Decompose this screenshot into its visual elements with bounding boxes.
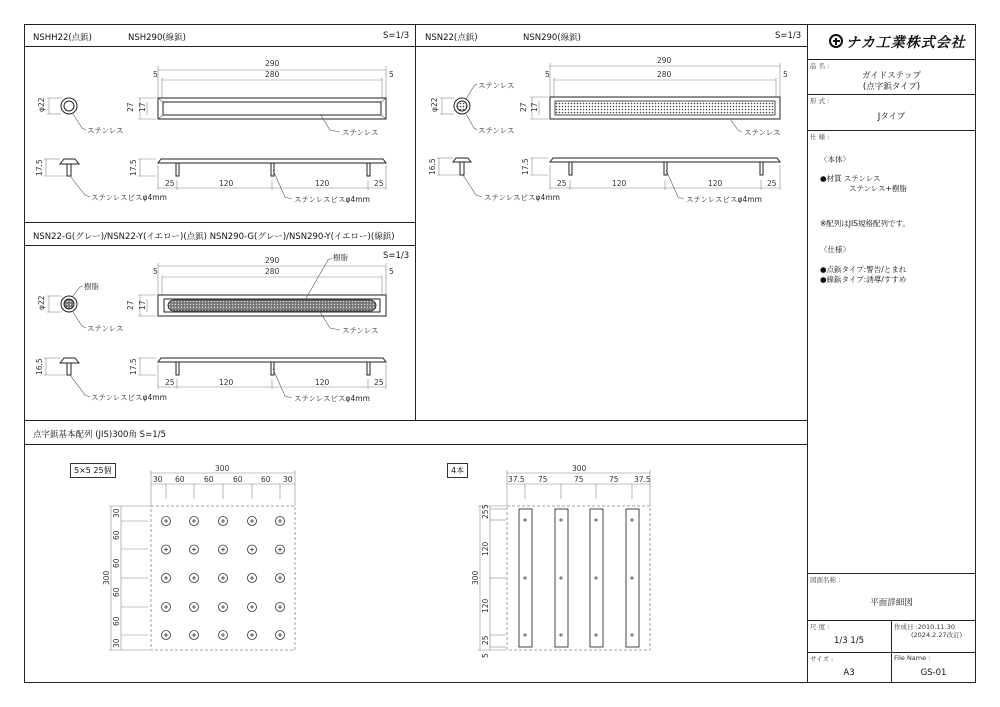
svg-text:ステンレス: ステンレス (342, 326, 379, 335)
svg-text:60: 60 (112, 558, 121, 568)
svg-text:17.5: 17.5 (35, 159, 44, 176)
svg-text:5: 5 (783, 70, 788, 79)
svg-text:27: 27 (519, 102, 528, 112)
svg-text:75: 75 (538, 475, 548, 484)
svg-text:17.5: 17.5 (129, 159, 138, 176)
svg-text:290: 290 (657, 56, 672, 65)
svg-text:5: 5 (481, 653, 490, 658)
tb-line-2 (807, 94, 976, 95)
spec-label: 仕 様 : (810, 133, 830, 141)
file-name-value: GS-01 (920, 668, 947, 678)
svg-text:5: 5 (481, 504, 490, 509)
drawing-name-label: 図面名称 : (810, 576, 841, 584)
svg-text:ステンレスビスφ4mm: ステンレスビスφ4mm (294, 195, 370, 204)
svg-text:17: 17 (138, 300, 147, 310)
dot-grid (162, 517, 285, 640)
s4-title: 点字鋲基本配列 (JIS)300角 S=1/5 (33, 430, 166, 440)
svg-text:60: 60 (112, 587, 121, 597)
svg-text:75: 75 (609, 475, 619, 484)
svg-text:280: 280 (265, 267, 280, 276)
svg-text:280: 280 (657, 70, 672, 79)
product-name-line1: ガイドステップ (862, 71, 921, 81)
svg-text:25: 25 (374, 179, 384, 188)
svg-text:樹脂: 樹脂 (84, 282, 99, 291)
svg-text:ステンレス: ステンレス (478, 126, 515, 135)
svg-text:30: 30 (112, 508, 121, 518)
svg-text:60: 60 (261, 475, 271, 484)
s2-title-left: NSN22(点鋲) (425, 33, 478, 43)
svg-text:27: 27 (126, 300, 135, 310)
svg-text:ステンレスビスφ4mm: ステンレスビスφ4mm (91, 193, 167, 202)
s2-title-right: NSN290(線鋲) (523, 33, 581, 43)
svg-text:30: 30 (153, 475, 163, 484)
svg-text:16.5: 16.5 (428, 158, 437, 175)
svg-text:ステンレス: ステンレス (478, 81, 515, 90)
s3-title: NSN22-G(グレー)/NSN22-Y(イエロー)(点鋲) NSN290-G(グレー)/NSN290-Y(イエロー)(線鋲) (33, 232, 395, 242)
svg-text:25: 25 (374, 378, 384, 387)
svg-text:ステンレス: ステンレス (87, 324, 124, 333)
svg-text:60: 60 (233, 475, 243, 484)
spec-spec-heading: 〈仕様〉 (820, 245, 850, 254)
svg-text:ステンレス: ステンレス (744, 128, 781, 137)
svg-text:5: 5 (153, 267, 158, 276)
size-value: A3 (843, 668, 855, 678)
svg-text:φ22: φ22 (37, 97, 46, 112)
spec-jis-note: ※配列はJIS規格配列です。 (820, 219, 910, 228)
svg-text:300: 300 (471, 570, 480, 585)
svg-text:120: 120 (481, 541, 490, 556)
svg-text:5: 5 (153, 70, 158, 79)
svg-text:樹脂: 樹脂 (333, 253, 348, 262)
svg-text:300: 300 (572, 464, 587, 473)
s1-title-right: NSH290(線鋲) (128, 33, 187, 43)
svg-text:75: 75 (574, 475, 584, 484)
spec-line-type: ●線鋲タイプ:誘導/すすめ (820, 275, 907, 284)
svg-text:25: 25 (481, 635, 490, 645)
svg-text:25: 25 (481, 509, 490, 519)
svg-text:ステンレスビスφ4mm: ステンレスビスφ4mm (294, 394, 370, 403)
svg-text:120: 120 (315, 179, 330, 188)
tb-line-4 (807, 573, 976, 574)
type-label: 形 式 : (810, 97, 830, 105)
svg-text:5: 5 (389, 267, 394, 276)
svg-text:300: 300 (102, 570, 111, 585)
svg-text:300: 300 (215, 464, 230, 473)
bar-layout (519, 509, 639, 647)
company-logo (828, 32, 968, 52)
svg-text:60: 60 (204, 475, 214, 484)
svg-text:60: 60 (112, 530, 121, 540)
bars-badge: 4本 (447, 463, 468, 478)
svg-text:17.5: 17.5 (521, 158, 530, 175)
s1-title-left: NSHH22(点鋲) (33, 33, 92, 43)
svg-text:25: 25 (165, 179, 175, 188)
svg-text:120: 120 (219, 179, 234, 188)
svg-text:37.5: 37.5 (634, 475, 651, 484)
spec-material-2: ステンレス+樹脂 (849, 184, 907, 193)
created-date: 作成日 :2010.11.30 (894, 623, 955, 631)
scale-value: 1/3 1/5 (833, 636, 865, 646)
svg-text:290: 290 (265, 256, 280, 265)
svg-text:5: 5 (389, 70, 394, 79)
grid-badge: 5×5 25個 (70, 463, 116, 478)
svg-text:ステンレス: ステンレス (342, 128, 379, 137)
s1-scale: S=1/3 (383, 31, 410, 41)
svg-text:120: 120 (708, 179, 723, 188)
svg-text:φ22: φ22 (37, 295, 46, 310)
svg-text:60: 60 (112, 616, 121, 626)
product-name-line2: (点字鋲タイプ) (862, 82, 921, 92)
svg-text:120: 120 (481, 598, 490, 613)
svg-text:16.5: 16.5 (35, 358, 44, 375)
svg-text:37.5: 37.5 (508, 475, 525, 484)
tb-line-3 (807, 130, 976, 131)
spec-body-heading: 〈本体〉 (820, 155, 850, 164)
svg-text:60: 60 (175, 475, 185, 484)
svg-text:280: 280 (265, 70, 280, 79)
company-name: ナカ工業株式会社 (846, 35, 966, 51)
svg-text:120: 120 (612, 179, 627, 188)
svg-text:25: 25 (557, 179, 567, 188)
svg-text:5: 5 (545, 70, 550, 79)
svg-text:φ22: φ22 (430, 97, 439, 112)
svg-text:ステンレス: ステンレス (87, 126, 124, 135)
logo-mark-icon (828, 33, 844, 49)
svg-text:30: 30 (283, 475, 293, 484)
svg-text:25: 25 (165, 378, 175, 387)
svg-text:30: 30 (112, 638, 121, 648)
size-label: サイズ : (810, 655, 834, 663)
spec-material: ●材質 ステンレス (820, 174, 881, 183)
svg-text:290: 290 (265, 59, 280, 68)
svg-text:ステンレスビスφ4mm: ステンレスビスφ4mm (484, 193, 560, 202)
tb-line-1 (807, 59, 976, 60)
svg-text:17: 17 (530, 102, 539, 112)
svg-text:ステンレスビスφ4mm: ステンレスビスφ4mm (686, 195, 762, 204)
product-name-label: 品 名 : (810, 62, 830, 70)
svg-text:120: 120 (315, 378, 330, 387)
svg-text:17.5: 17.5 (129, 358, 138, 375)
file-name-label: File Name : (894, 654, 931, 662)
svg-text:27: 27 (126, 102, 135, 112)
svg-text:120: 120 (219, 378, 234, 387)
revised-date: (2024.2.27改訂) (911, 631, 963, 639)
drawing-name: 平面詳細図 (870, 598, 913, 608)
spec-dot-type: ●点鋲タイプ:警告/とまれ (820, 265, 907, 274)
type-value: Jタイプ (877, 112, 906, 122)
svg-text:17: 17 (138, 102, 147, 112)
s3-scale: S=1/3 (383, 251, 410, 261)
svg-text:ステンレスビスφ4mm: ステンレスビスφ4mm (91, 393, 167, 402)
svg-text:25: 25 (767, 179, 777, 188)
s2-scale: S=1/3 (775, 31, 802, 41)
scale-label: 尺 度 : (810, 623, 830, 631)
